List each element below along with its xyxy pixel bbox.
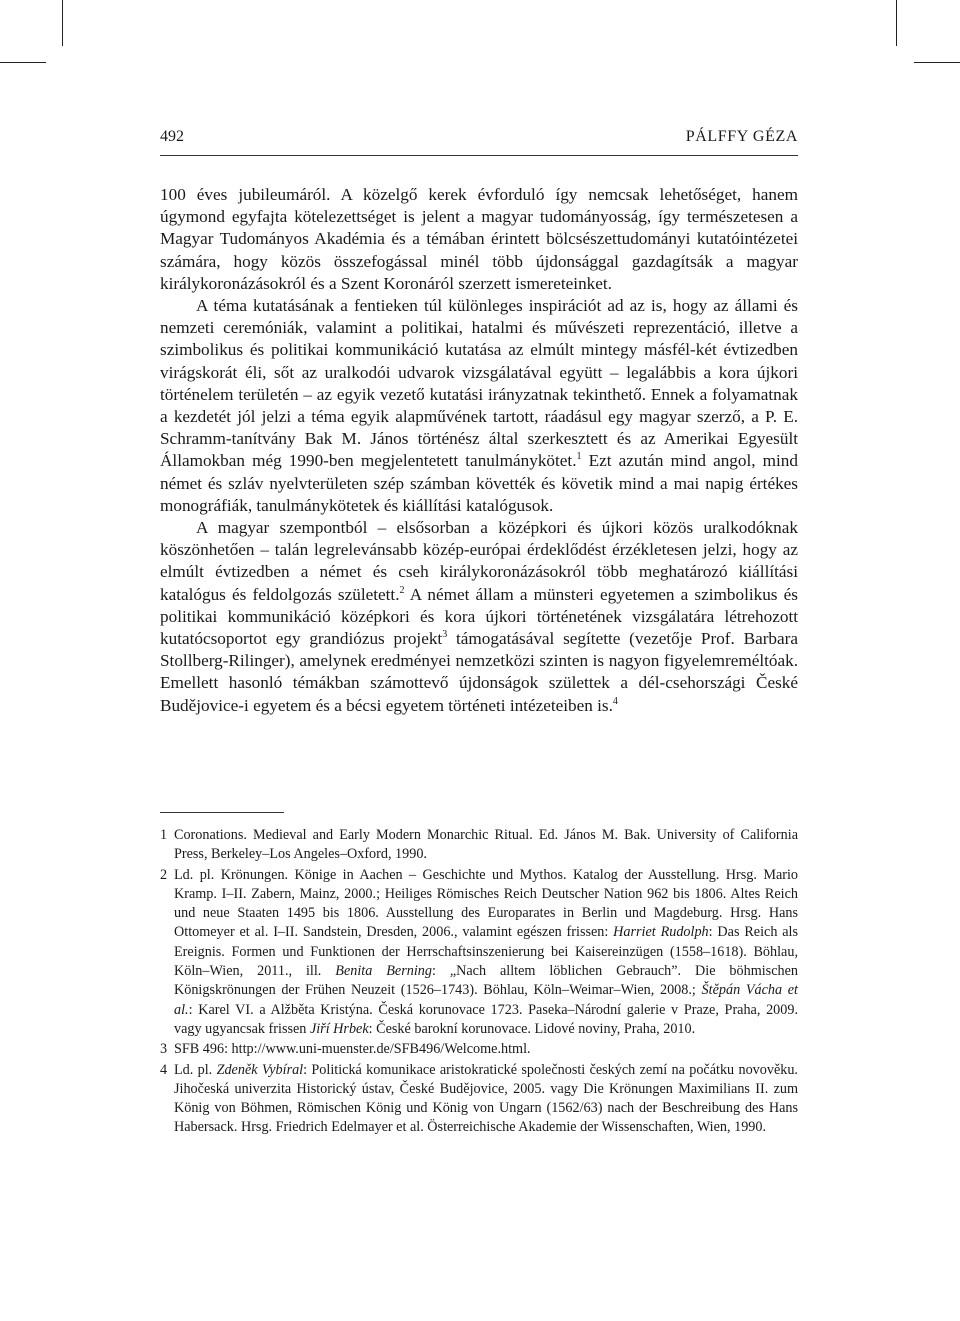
footnote-separator	[160, 812, 284, 813]
text-run: : Karel VI. a Alžběta Kristýna. Česká korunovace 1723. Paseka–Národní galerie v Praze, Praha, 2009. vagy ugyancsak frissen	[174, 1001, 798, 1037]
footnotes	[160, 826, 798, 1139]
footnote-number: 4	[160, 1061, 168, 1078]
crop-mark	[914, 62, 960, 63]
text-run: : České barokní korunovace. Lidové noviny, Praha, 2010.	[368, 1020, 696, 1037]
text-run: támogatásával segítette (vezetője Prof. Barbara Stollberg-Rilinger), amelynek eredményei nemzetközi szinten is nagyon figyelemreméltóak. Emellett hasonló témákban számottevő újdonságok születtek a dél-csehországi České Budějovice-i egyetem és a bécsi egyetem történeti intézeteiben is.	[160, 629, 799, 715]
text-run: 100 éves jubileumáról. A közelgő kerek évforduló így nemcsak lehetőséget, hanem úgymond egyfajta kötelezettséget is jelent a magyar tudományosság, így természetesen a Magyar Tudományos Akadémia és a témában érintett bölcsészettudományi kutatóintézetei számára, hogy közös összefogással minél több újdonsággal gazdagítsák a magyar királykoronázásokról és a Szent Koronáról szerzett ismereteinket.	[160, 185, 798, 293]
footnote-number: 2	[160, 866, 168, 883]
footnote	[160, 1040, 798, 1059]
text-run: Ezt azután mind angol, mind német és szláv nyelvterületen szép számban követték és követik mind a mai napig értékes monográfiák, tanulmánykötetek és kiállítási katalógusok.	[160, 451, 798, 515]
crop-mark	[0, 62, 46, 63]
text-run: : Politická komunikace aristokratické společnosti českých zemí na počátku novověku. Jihočeská univerzita Historický ústav, České Budějovice, 2005. vagy Die Krönungen Maximilians II. zum König von Böhmen, Römischen König und König von Ungarn (1562/63) nach der Beschreibung des Hans Habersack. Hrsg. Friedrich Edelmayer et al. Österreichische Akademie der Wissenschaften, Wien, 1990.	[174, 1061, 798, 1136]
author-name: Jiří Hrbek	[309, 1020, 369, 1037]
text-run: Coronations. Medieval and Early Modern Monarchic Ritual. Ed. János M. Bak. University of California Press, Berkeley–Los Angeles–Oxford, 1990.	[174, 827, 798, 863]
text-run: A német állam a münsteri egyetemen a szimbolikus és politikai kommunikáció középkori és kora újkori történetének vizsgálatára létrehozott kutatócsoportot egy grandiózus projekt	[160, 584, 798, 649]
paragraph	[160, 295, 798, 517]
text-run: Ld. pl.	[174, 1061, 217, 1078]
author-name: Harriet Rudolph	[613, 924, 709, 941]
footnote-reference: 1	[576, 451, 582, 463]
text-run: A magyar szempontból – elsősorban a középkori és újkori közös uralkodóknak köszönhetően – talán legrelevánsabb közép-európai érdeklődést érzékletesen jelzi, hogy az elmúlt évtizedben a német és cseh királykoronázásokról több meghatározó kiállítási katalógus és feldolgozás született.	[160, 518, 798, 604]
footnote	[160, 866, 798, 1040]
running-header	[160, 128, 798, 150]
footnote-reference: 2	[399, 584, 405, 596]
header-rule	[160, 155, 798, 156]
text-run: Ld. pl. Krönungen. Könige in Aachen – Geschichte und Mythos. Katalog der Ausstellung. Hrsg. Mario Kramp. I–II. Zabern, Mainz, 2000.; Heiliges Römisches Reich Deutscher Nation 962 bis 1806. Altes Reich und neue Staaten 1495 bis 1806. Ausstellung des Europarates in Berlin und Magdeburg. Hrsg. Hans Ottomeyer et al. I–II. Sandstein, Dresden, 2006., valamint egészen frissen:	[174, 866, 798, 941]
footnote	[160, 826, 798, 865]
text-run: : Das Reich als Ereignis. Formen und Funktionen der Herrschaftsinszenierung bei Kaisereinzügen (1558–1618). Böhlau, Köln–Wien, 2011., ill.	[174, 924, 799, 980]
crop-mark	[62, 0, 63, 46]
paragraph	[160, 184, 798, 295]
author-name: Štěpán Vácha et al.	[174, 982, 798, 1018]
footnote-number: 3	[160, 1041, 168, 1058]
author-name: Benita Berning	[335, 963, 432, 980]
author-name: Zdeněk Vybíral	[216, 1061, 304, 1078]
text-run: SFB 496: http://www.uni-muenster.de/SFB496/Welcome.html.	[174, 1041, 531, 1058]
footnote-reference: 4	[612, 695, 618, 707]
text-run: : „Nach alltem löblichen Gebrauch”. Die böhmischen Königskrönungen der Frühen Neuzeit (1526–1743). Böhlau, Köln–Weimar–Wien, 2008.;	[174, 963, 798, 999]
footnote-number: 1	[160, 827, 168, 843]
crop-mark	[896, 0, 897, 46]
main-text	[160, 184, 798, 717]
footnote-reference: 3	[442, 629, 448, 641]
text-run: A téma kutatásának a fentieken túl különleges inspirációt ad az is, hogy az állami és nemzeti ceremóniák, valamint a politikai, hatalmi és művészeti reprezentáció, illetve a szimbolikus és politikai kommunikáció kutatása az elmúlt mintegy másfél-két évtizedben virágskorát éli, sőt az uralkodói udvarok vizsgálatával együtt – legalábbis a kora újkori történelem területén – az egyik vezető kutatási irányzatnak tekinthető. Ennek a folyamatnak a kezdetét jól jelzi a téma egyik alapművének tartott, ráadásul egy magyar szerző, a P. E. Schramm-tanítvány Bak M. János történész által szerkesztett és az Amerikai Egyesült Államokban még 1990-ben megjelentetett tanulmánykötet.	[160, 296, 798, 471]
paragraph	[160, 517, 798, 717]
running-head-author: PÁLFFY GÉZA	[685, 128, 798, 145]
page-number: 492	[160, 128, 184, 145]
footnote	[160, 1061, 798, 1138]
